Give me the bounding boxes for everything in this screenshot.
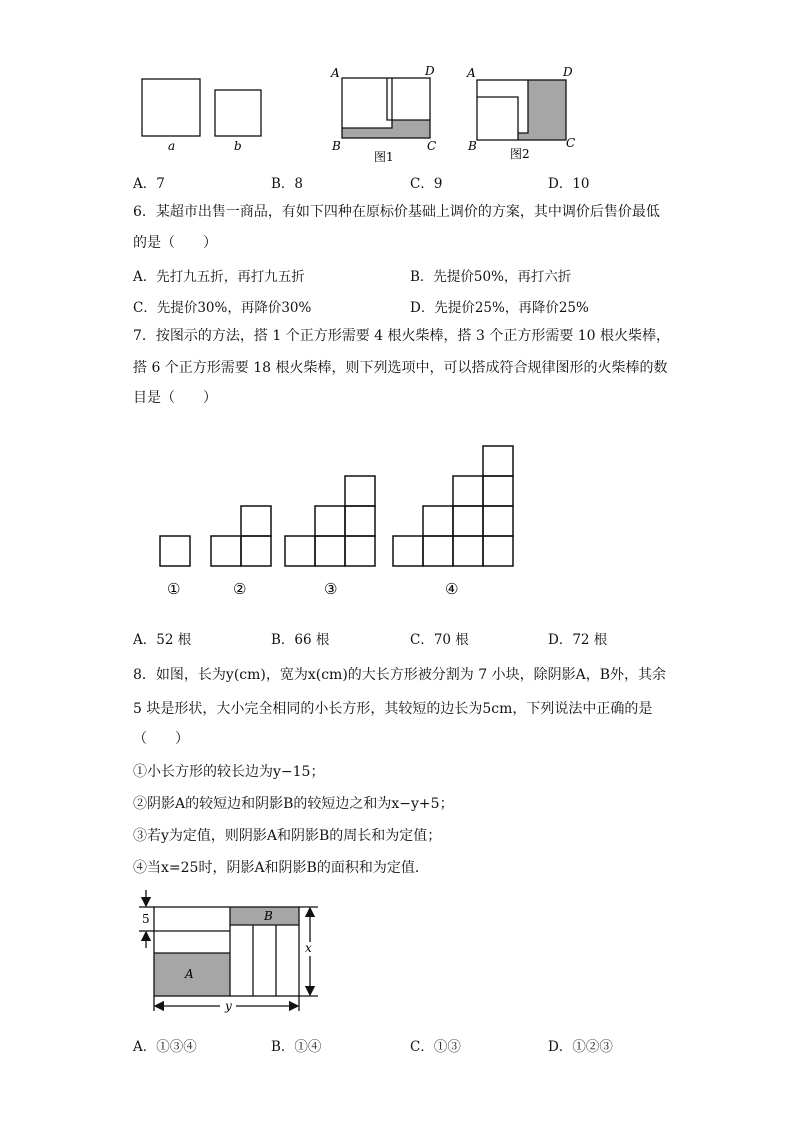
q7-option-b[interactable]: B．66 根 xyxy=(271,632,330,648)
fig2-caption: 图2 xyxy=(510,147,530,161)
staircase-label-4: ④ xyxy=(445,580,459,598)
fig2-shaded-region xyxy=(518,80,566,140)
fig2-label-D: D xyxy=(563,65,573,79)
staircase-label-2: ② xyxy=(233,580,247,598)
staircase-label-3: ③ xyxy=(324,580,338,598)
square-a xyxy=(142,79,200,136)
q7-option-d[interactable]: D．72 根 xyxy=(548,632,608,648)
q5-option-b[interactable]: B．8 xyxy=(271,176,304,192)
fig1-shaded-region xyxy=(342,120,430,138)
staircase-1-square xyxy=(160,536,190,566)
fig1-square-a xyxy=(342,78,392,128)
fig1-label-B: B xyxy=(332,139,341,153)
label-a: a xyxy=(168,139,176,153)
staircase-label-1: ① xyxy=(167,580,181,598)
q8-stem-line2: 5 块是形状，大小完全相同的小长方形，其较短的边长为5cm，下列说法中正确的是 xyxy=(133,701,653,717)
q5-option-a[interactable]: A．7 xyxy=(133,176,165,192)
q7-stem-line2: 搭 6 个正方形需要 18 根火柴棒，则下列选项中，可以搭成符合规律图形的火柴棒的数 xyxy=(133,360,668,376)
q6-option-a[interactable]: A．先打九五折，再打九五折 xyxy=(133,269,305,285)
q6-option-c[interactable]: C．先提价30%，再降价30% xyxy=(133,300,312,316)
q8-stem-line3: （ ） xyxy=(133,731,189,747)
q5-figure-1 xyxy=(330,64,436,164)
q6-option-b[interactable]: B．先提价50%，再打六折 xyxy=(410,269,572,285)
fig1-caption: 图1 xyxy=(374,150,394,164)
fig1-label-A: A xyxy=(331,66,340,80)
q7-option-a[interactable]: A．52 根 xyxy=(133,632,192,648)
fig2-square-a xyxy=(477,97,518,140)
q5-option-c[interactable]: C．9 xyxy=(410,176,443,192)
q7-stem-line3: 目是（ ） xyxy=(133,390,217,406)
fig1-square-b xyxy=(387,78,430,120)
dim-label-5: 5 xyxy=(142,912,150,926)
staircase-2 xyxy=(211,506,271,566)
q7-stem-line1: 7．按图示的方法，搭 1 个正方形需要 4 根火柴棒，搭 3 个正方形需要 10 根火柴棒， xyxy=(133,328,671,344)
q6-stem-line1: 6．某超市出售一商品，有如下四种在原标价基础上调价的方案，其中调价后售价最低 xyxy=(133,204,660,220)
dim-label-x: x xyxy=(305,941,312,955)
q5-figure-row xyxy=(0,0,794,170)
q8-option-a[interactable]: A．①③④ xyxy=(133,1039,197,1055)
q6-stem-line2: 的是（ ） xyxy=(133,235,217,251)
q5-figure-2 xyxy=(466,65,575,161)
q8-option-d[interactable]: D．①②③ xyxy=(548,1039,613,1055)
fig2-label-A: A xyxy=(467,66,476,80)
q8-statement-3: ③若y为定值，则阴影A和阴影B的周长和为定值； xyxy=(133,828,442,844)
q8-stem-line1: 8．如图，长为y(cm)，宽为x(cm)的大长方形被分割为 7 小块，除阴影A，B外，其余 xyxy=(133,667,666,683)
q8-option-c[interactable]: C．①③ xyxy=(410,1039,461,1055)
staircase-4 xyxy=(393,446,513,566)
q5-option-d[interactable]: D．10 xyxy=(548,176,590,192)
fig1-label-C: C xyxy=(427,139,437,153)
q8-figure xyxy=(0,880,794,1020)
q6-option-d[interactable]: D．先提价25%，再降价25% xyxy=(410,300,589,316)
dim-label-y: y xyxy=(225,999,232,1013)
fig1-label-D: D xyxy=(425,64,435,78)
q8-statement-4: ④当x=25时，阴影A和阴影B的面积和为定值． xyxy=(133,860,429,876)
q7-matchstick-figures xyxy=(0,440,794,600)
q8-statement-2: ②阴影A的较短边和阴影B的较短边之和为x−y+5； xyxy=(133,796,454,812)
fig2-square-b xyxy=(518,80,528,133)
region-label-A: A xyxy=(185,967,194,981)
q8-option-b[interactable]: B．①④ xyxy=(271,1039,322,1055)
fig2-label-B: B xyxy=(468,139,477,153)
q7-option-c[interactable]: C．70 根 xyxy=(410,632,469,648)
staircase-3 xyxy=(285,476,375,566)
fig2-label-C: C xyxy=(566,136,576,150)
label-b: b xyxy=(234,139,242,153)
region-label-B: B xyxy=(264,909,273,923)
square-b xyxy=(215,90,261,136)
q8-statement-1: ①小长方形的较长边为y−15； xyxy=(133,764,325,780)
